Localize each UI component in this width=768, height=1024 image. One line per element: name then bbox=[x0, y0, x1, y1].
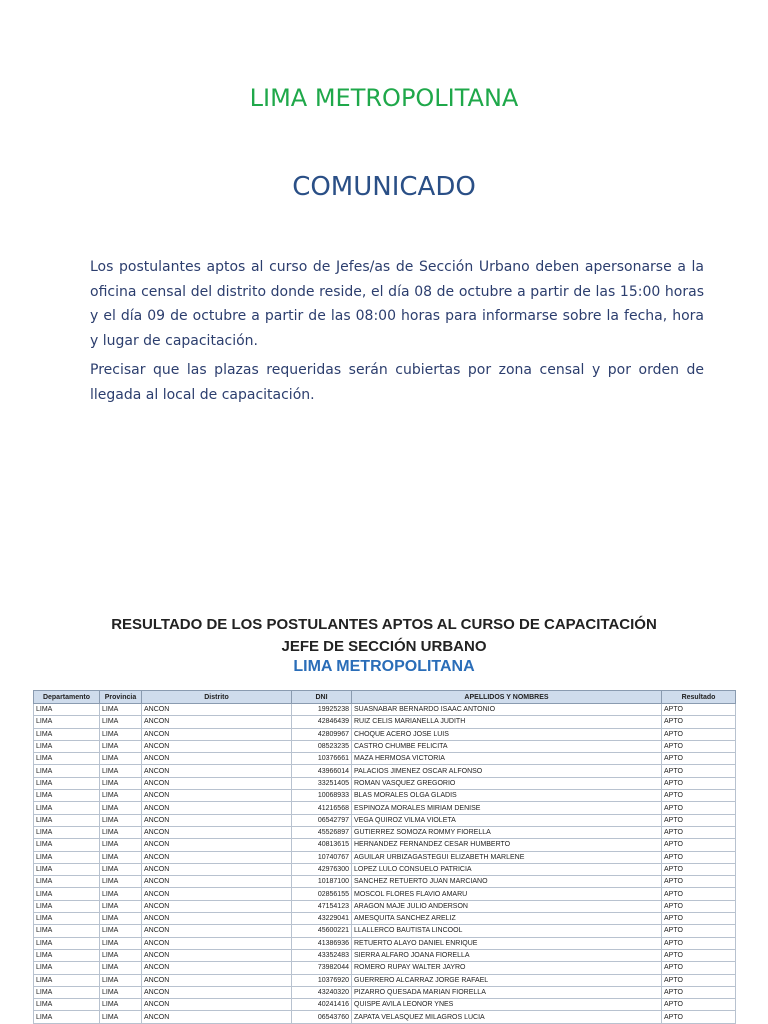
table-row bbox=[34, 704, 736, 716]
name-cell: VEGA QUIROZ VILMA VIOLETA bbox=[352, 814, 662, 826]
departamento-cell: LIMA bbox=[34, 863, 100, 875]
resultado-cell: APTO bbox=[662, 826, 736, 838]
dni-cell: 08523235 bbox=[292, 740, 352, 752]
resultado-cell: APTO bbox=[662, 704, 736, 716]
region-title: LIMA METROPOLITANA bbox=[249, 84, 519, 112]
table-row bbox=[34, 986, 736, 998]
dni-cell: 42846439 bbox=[292, 716, 352, 728]
table-row bbox=[34, 716, 736, 728]
distrito-cell: ANCON bbox=[142, 716, 292, 728]
distrito-cell: ANCON bbox=[142, 814, 292, 826]
name-cell: SUASNABAR BERNARDO ISAAC ANTONIO bbox=[352, 704, 662, 716]
departamento-cell: LIMA bbox=[34, 704, 100, 716]
departamento-cell: LIMA bbox=[34, 962, 100, 974]
provincia-cell: LIMA bbox=[100, 753, 142, 765]
dni-cell: 10187100 bbox=[292, 876, 352, 888]
departamento-cell: LIMA bbox=[34, 986, 100, 998]
announcement-paragraph-2: Precisar que las plazas requeridas serán cubiertas por zona censal y por orden de llegada al local de capacitación. bbox=[90, 362, 704, 403]
distrito-cell: ANCON bbox=[142, 986, 292, 998]
distrito-cell: ANCON bbox=[142, 863, 292, 875]
departamento-cell: LIMA bbox=[34, 765, 100, 777]
distrito-cell: ANCON bbox=[142, 728, 292, 740]
dni-cell: 40241416 bbox=[292, 999, 352, 1011]
provincia-cell: LIMA bbox=[100, 704, 142, 716]
table-row bbox=[34, 851, 736, 863]
dni-cell: 43229041 bbox=[292, 913, 352, 925]
name-cell: CHOQUE ACERO JOSE LUIS bbox=[352, 728, 662, 740]
provincia-cell: LIMA bbox=[100, 802, 142, 814]
departamento-cell: LIMA bbox=[34, 839, 100, 851]
name-cell: ZAPATA VELASQUEZ MILAGROS LUCIA bbox=[352, 1011, 662, 1023]
provincia-cell: LIMA bbox=[100, 790, 142, 802]
name-cell: BLAS MORALES OLGA GLADIS bbox=[352, 790, 662, 802]
resultado-cell: APTO bbox=[662, 814, 736, 826]
results-table bbox=[33, 690, 736, 1024]
table-row bbox=[34, 790, 736, 802]
table-row bbox=[34, 962, 736, 974]
announcement-paragraph-1: Los postulantes aptos al curso de Jefes/as de Sección Urbano deben apersonarse a la oficina censal del distrito donde reside, el día 08 de octubre a partir de las 15:00 horas y el día 09 de octubre a partir de las 08:00 horas para informarse sobre la fecha, hora y lugar de capacitación. bbox=[90, 259, 704, 349]
resultado-cell: APTO bbox=[662, 937, 736, 949]
results-title: RESULTADO DE LOS POSTULANTES APTOS AL CURSO DE CAPACITACIÓN bbox=[111, 616, 657, 633]
dni-cell: 42809967 bbox=[292, 728, 352, 740]
departamento-cell: LIMA bbox=[34, 826, 100, 838]
table-row bbox=[34, 949, 736, 961]
dni-cell: 02856155 bbox=[292, 888, 352, 900]
departamento-cell: LIMA bbox=[34, 900, 100, 912]
distrito-cell: ANCON bbox=[142, 1011, 292, 1023]
name-cell: RUIZ CELIS MARIANELLA JUDITH bbox=[352, 716, 662, 728]
name-cell: MAZA HERMOSA VICTORIA bbox=[352, 753, 662, 765]
table-row bbox=[34, 888, 736, 900]
name-cell: HERNANDEZ FERNANDEZ CESAR HUMBERTO bbox=[352, 839, 662, 851]
resultado-cell: APTO bbox=[662, 925, 736, 937]
table-row bbox=[34, 753, 736, 765]
dni-cell: 40813615 bbox=[292, 839, 352, 851]
distrito-cell: ANCON bbox=[142, 962, 292, 974]
distrito-cell: ANCON bbox=[142, 826, 292, 838]
resultado-cell: APTO bbox=[662, 949, 736, 961]
provincia-cell: LIMA bbox=[100, 839, 142, 851]
distrito-cell: ANCON bbox=[142, 765, 292, 777]
name-cell: LOPEZ LULO CONSUELO PATRICIA bbox=[352, 863, 662, 875]
table-row bbox=[34, 999, 736, 1011]
table-row bbox=[34, 1011, 736, 1023]
distrito-cell: ANCON bbox=[142, 949, 292, 961]
resultado-cell: APTO bbox=[662, 1011, 736, 1023]
distrito-cell: ANCON bbox=[142, 999, 292, 1011]
name-cell: AGUILAR URBIZAGASTEGUI ELIZABETH MARLENE bbox=[352, 851, 662, 863]
departamento-cell: LIMA bbox=[34, 814, 100, 826]
name-cell: CASTRO CHUMBE FELICITA bbox=[352, 740, 662, 752]
provincia-cell: LIMA bbox=[100, 826, 142, 838]
resultado-cell: APTO bbox=[662, 999, 736, 1011]
table-row bbox=[34, 913, 736, 925]
name-cell: PALACIOS JIMENEZ OSCAR ALFONSO bbox=[352, 765, 662, 777]
name-cell: PIZARRO QUESADA MARIAN FIORELLA bbox=[352, 986, 662, 998]
resultado-cell: APTO bbox=[662, 913, 736, 925]
table-row bbox=[34, 937, 736, 949]
dni-cell: 10068933 bbox=[292, 790, 352, 802]
resultado-cell: APTO bbox=[662, 777, 736, 789]
results-subtitle: JEFE DE SECCIÓN URBANO bbox=[281, 638, 487, 655]
dni-cell: 41216568 bbox=[292, 802, 352, 814]
provincia-cell: LIMA bbox=[100, 863, 142, 875]
distrito-cell: ANCON bbox=[142, 876, 292, 888]
dni-cell: 33251405 bbox=[292, 777, 352, 789]
provincia-cell: LIMA bbox=[100, 814, 142, 826]
departamento-cell: LIMA bbox=[34, 876, 100, 888]
dni-cell: 10376661 bbox=[292, 753, 352, 765]
departamento-cell: LIMA bbox=[34, 974, 100, 986]
table-row bbox=[34, 974, 736, 986]
table-row bbox=[34, 839, 736, 851]
name-cell: ESPINOZA MORALES MIRIAM DENISE bbox=[352, 802, 662, 814]
resultado-cell: APTO bbox=[662, 765, 736, 777]
provincia-cell: LIMA bbox=[100, 876, 142, 888]
table-row bbox=[34, 826, 736, 838]
column-header-provincia: Provincia bbox=[100, 691, 142, 704]
distrito-cell: ANCON bbox=[142, 974, 292, 986]
dni-cell: 19925238 bbox=[292, 704, 352, 716]
provincia-cell: LIMA bbox=[100, 974, 142, 986]
provincia-cell: LIMA bbox=[100, 888, 142, 900]
name-cell: ARAGON MAJE JULIO ANDERSON bbox=[352, 900, 662, 912]
provincia-cell: LIMA bbox=[100, 949, 142, 961]
distrito-cell: ANCON bbox=[142, 790, 292, 802]
table-row bbox=[34, 740, 736, 752]
results-region: LIMA METROPOLITANA bbox=[293, 658, 475, 675]
provincia-cell: LIMA bbox=[100, 999, 142, 1011]
dni-cell: 43240320 bbox=[292, 986, 352, 998]
distrito-cell: ANCON bbox=[142, 839, 292, 851]
table-row bbox=[34, 814, 736, 826]
table-header-row bbox=[34, 691, 736, 704]
distrito-cell: ANCON bbox=[142, 740, 292, 752]
dni-cell: 45526897 bbox=[292, 826, 352, 838]
dni-cell: 47154123 bbox=[292, 900, 352, 912]
departamento-cell: LIMA bbox=[34, 1011, 100, 1023]
name-cell: MOSCOL FLORES FLAVIO AMARU bbox=[352, 888, 662, 900]
departamento-cell: LIMA bbox=[34, 888, 100, 900]
column-header-resultado: Resultado bbox=[662, 691, 736, 704]
name-cell: ROMERO RUPAY WALTER JAYRO bbox=[352, 962, 662, 974]
table-row bbox=[34, 925, 736, 937]
resultado-cell: APTO bbox=[662, 888, 736, 900]
provincia-cell: LIMA bbox=[100, 765, 142, 777]
dni-cell: 06542797 bbox=[292, 814, 352, 826]
departamento-cell: LIMA bbox=[34, 753, 100, 765]
column-header-distrito: Distrito bbox=[142, 691, 292, 704]
provincia-cell: LIMA bbox=[100, 986, 142, 998]
provincia-cell: LIMA bbox=[100, 913, 142, 925]
dni-cell: 42976300 bbox=[292, 863, 352, 875]
page-title: COMUNICADO bbox=[292, 172, 476, 202]
distrito-cell: ANCON bbox=[142, 925, 292, 937]
table-row bbox=[34, 876, 736, 888]
name-cell: SANCHEZ RETUERTO JUAN MARCIANO bbox=[352, 876, 662, 888]
departamento-cell: LIMA bbox=[34, 728, 100, 740]
table-row bbox=[34, 728, 736, 740]
column-header-apellidos-nombres: APELLIDOS Y NOMBRES bbox=[352, 691, 662, 704]
departamento-cell: LIMA bbox=[34, 740, 100, 752]
provincia-cell: LIMA bbox=[100, 962, 142, 974]
distrito-cell: ANCON bbox=[142, 753, 292, 765]
departamento-cell: LIMA bbox=[34, 777, 100, 789]
table-row bbox=[34, 777, 736, 789]
provincia-cell: LIMA bbox=[100, 925, 142, 937]
departamento-cell: LIMA bbox=[34, 949, 100, 961]
dni-cell: 43966014 bbox=[292, 765, 352, 777]
table-row bbox=[34, 802, 736, 814]
name-cell: QUISPE AVILA LEONOR YNES bbox=[352, 999, 662, 1011]
resultado-cell: APTO bbox=[662, 802, 736, 814]
dni-cell: 43352483 bbox=[292, 949, 352, 961]
table-row bbox=[34, 900, 736, 912]
resultado-cell: APTO bbox=[662, 728, 736, 740]
resultado-cell: APTO bbox=[662, 986, 736, 998]
provincia-cell: LIMA bbox=[100, 900, 142, 912]
resultado-cell: APTO bbox=[662, 716, 736, 728]
name-cell: LLALLERCO BAUTISTA LINCOOL bbox=[352, 925, 662, 937]
departamento-cell: LIMA bbox=[34, 802, 100, 814]
dni-cell: 45600221 bbox=[292, 925, 352, 937]
dni-cell: 41386936 bbox=[292, 937, 352, 949]
departamento-cell: LIMA bbox=[34, 851, 100, 863]
resultado-cell: APTO bbox=[662, 753, 736, 765]
departamento-cell: LIMA bbox=[34, 790, 100, 802]
provincia-cell: LIMA bbox=[100, 728, 142, 740]
provincia-cell: LIMA bbox=[100, 937, 142, 949]
name-cell: GUTIERREZ SOMOZA ROMMY FIORELLA bbox=[352, 826, 662, 838]
departamento-cell: LIMA bbox=[34, 913, 100, 925]
column-header-departamento: Departamento bbox=[34, 691, 100, 704]
column-header-dni: DNI bbox=[292, 691, 352, 704]
departamento-cell: LIMA bbox=[34, 925, 100, 937]
name-cell: AMESQUITA SANCHEZ ARELIZ bbox=[352, 913, 662, 925]
dni-cell: 10376920 bbox=[292, 974, 352, 986]
dni-cell: 10740767 bbox=[292, 851, 352, 863]
resultado-cell: APTO bbox=[662, 876, 736, 888]
provincia-cell: LIMA bbox=[100, 740, 142, 752]
name-cell: GUERRERO ALCARRAZ JORGE RAFAEL bbox=[352, 974, 662, 986]
dni-cell: 73982044 bbox=[292, 962, 352, 974]
table-row bbox=[34, 765, 736, 777]
resultado-cell: APTO bbox=[662, 974, 736, 986]
distrito-cell: ANCON bbox=[142, 704, 292, 716]
distrito-cell: ANCON bbox=[142, 937, 292, 949]
resultado-cell: APTO bbox=[662, 740, 736, 752]
resultado-cell: APTO bbox=[662, 790, 736, 802]
distrito-cell: ANCON bbox=[142, 900, 292, 912]
table-row bbox=[34, 863, 736, 875]
distrito-cell: ANCON bbox=[142, 913, 292, 925]
departamento-cell: LIMA bbox=[34, 716, 100, 728]
resultado-cell: APTO bbox=[662, 900, 736, 912]
provincia-cell: LIMA bbox=[100, 777, 142, 789]
provincia-cell: LIMA bbox=[100, 716, 142, 728]
distrito-cell: ANCON bbox=[142, 851, 292, 863]
dni-cell: 06543760 bbox=[292, 1011, 352, 1023]
resultado-cell: APTO bbox=[662, 863, 736, 875]
distrito-cell: ANCON bbox=[142, 888, 292, 900]
provincia-cell: LIMA bbox=[100, 851, 142, 863]
resultado-cell: APTO bbox=[662, 839, 736, 851]
name-cell: SIERRA ALFARO JOANA FIORELLA bbox=[352, 949, 662, 961]
resultado-cell: APTO bbox=[662, 962, 736, 974]
resultado-cell: APTO bbox=[662, 851, 736, 863]
departamento-cell: LIMA bbox=[34, 937, 100, 949]
provincia-cell: LIMA bbox=[100, 1011, 142, 1023]
distrito-cell: ANCON bbox=[142, 777, 292, 789]
name-cell: ROMAN VASQUEZ GREGORIO bbox=[352, 777, 662, 789]
name-cell: RETUERTO ALAYO DANIEL ENRIQUE bbox=[352, 937, 662, 949]
departamento-cell: LIMA bbox=[34, 999, 100, 1011]
distrito-cell: ANCON bbox=[142, 802, 292, 814]
